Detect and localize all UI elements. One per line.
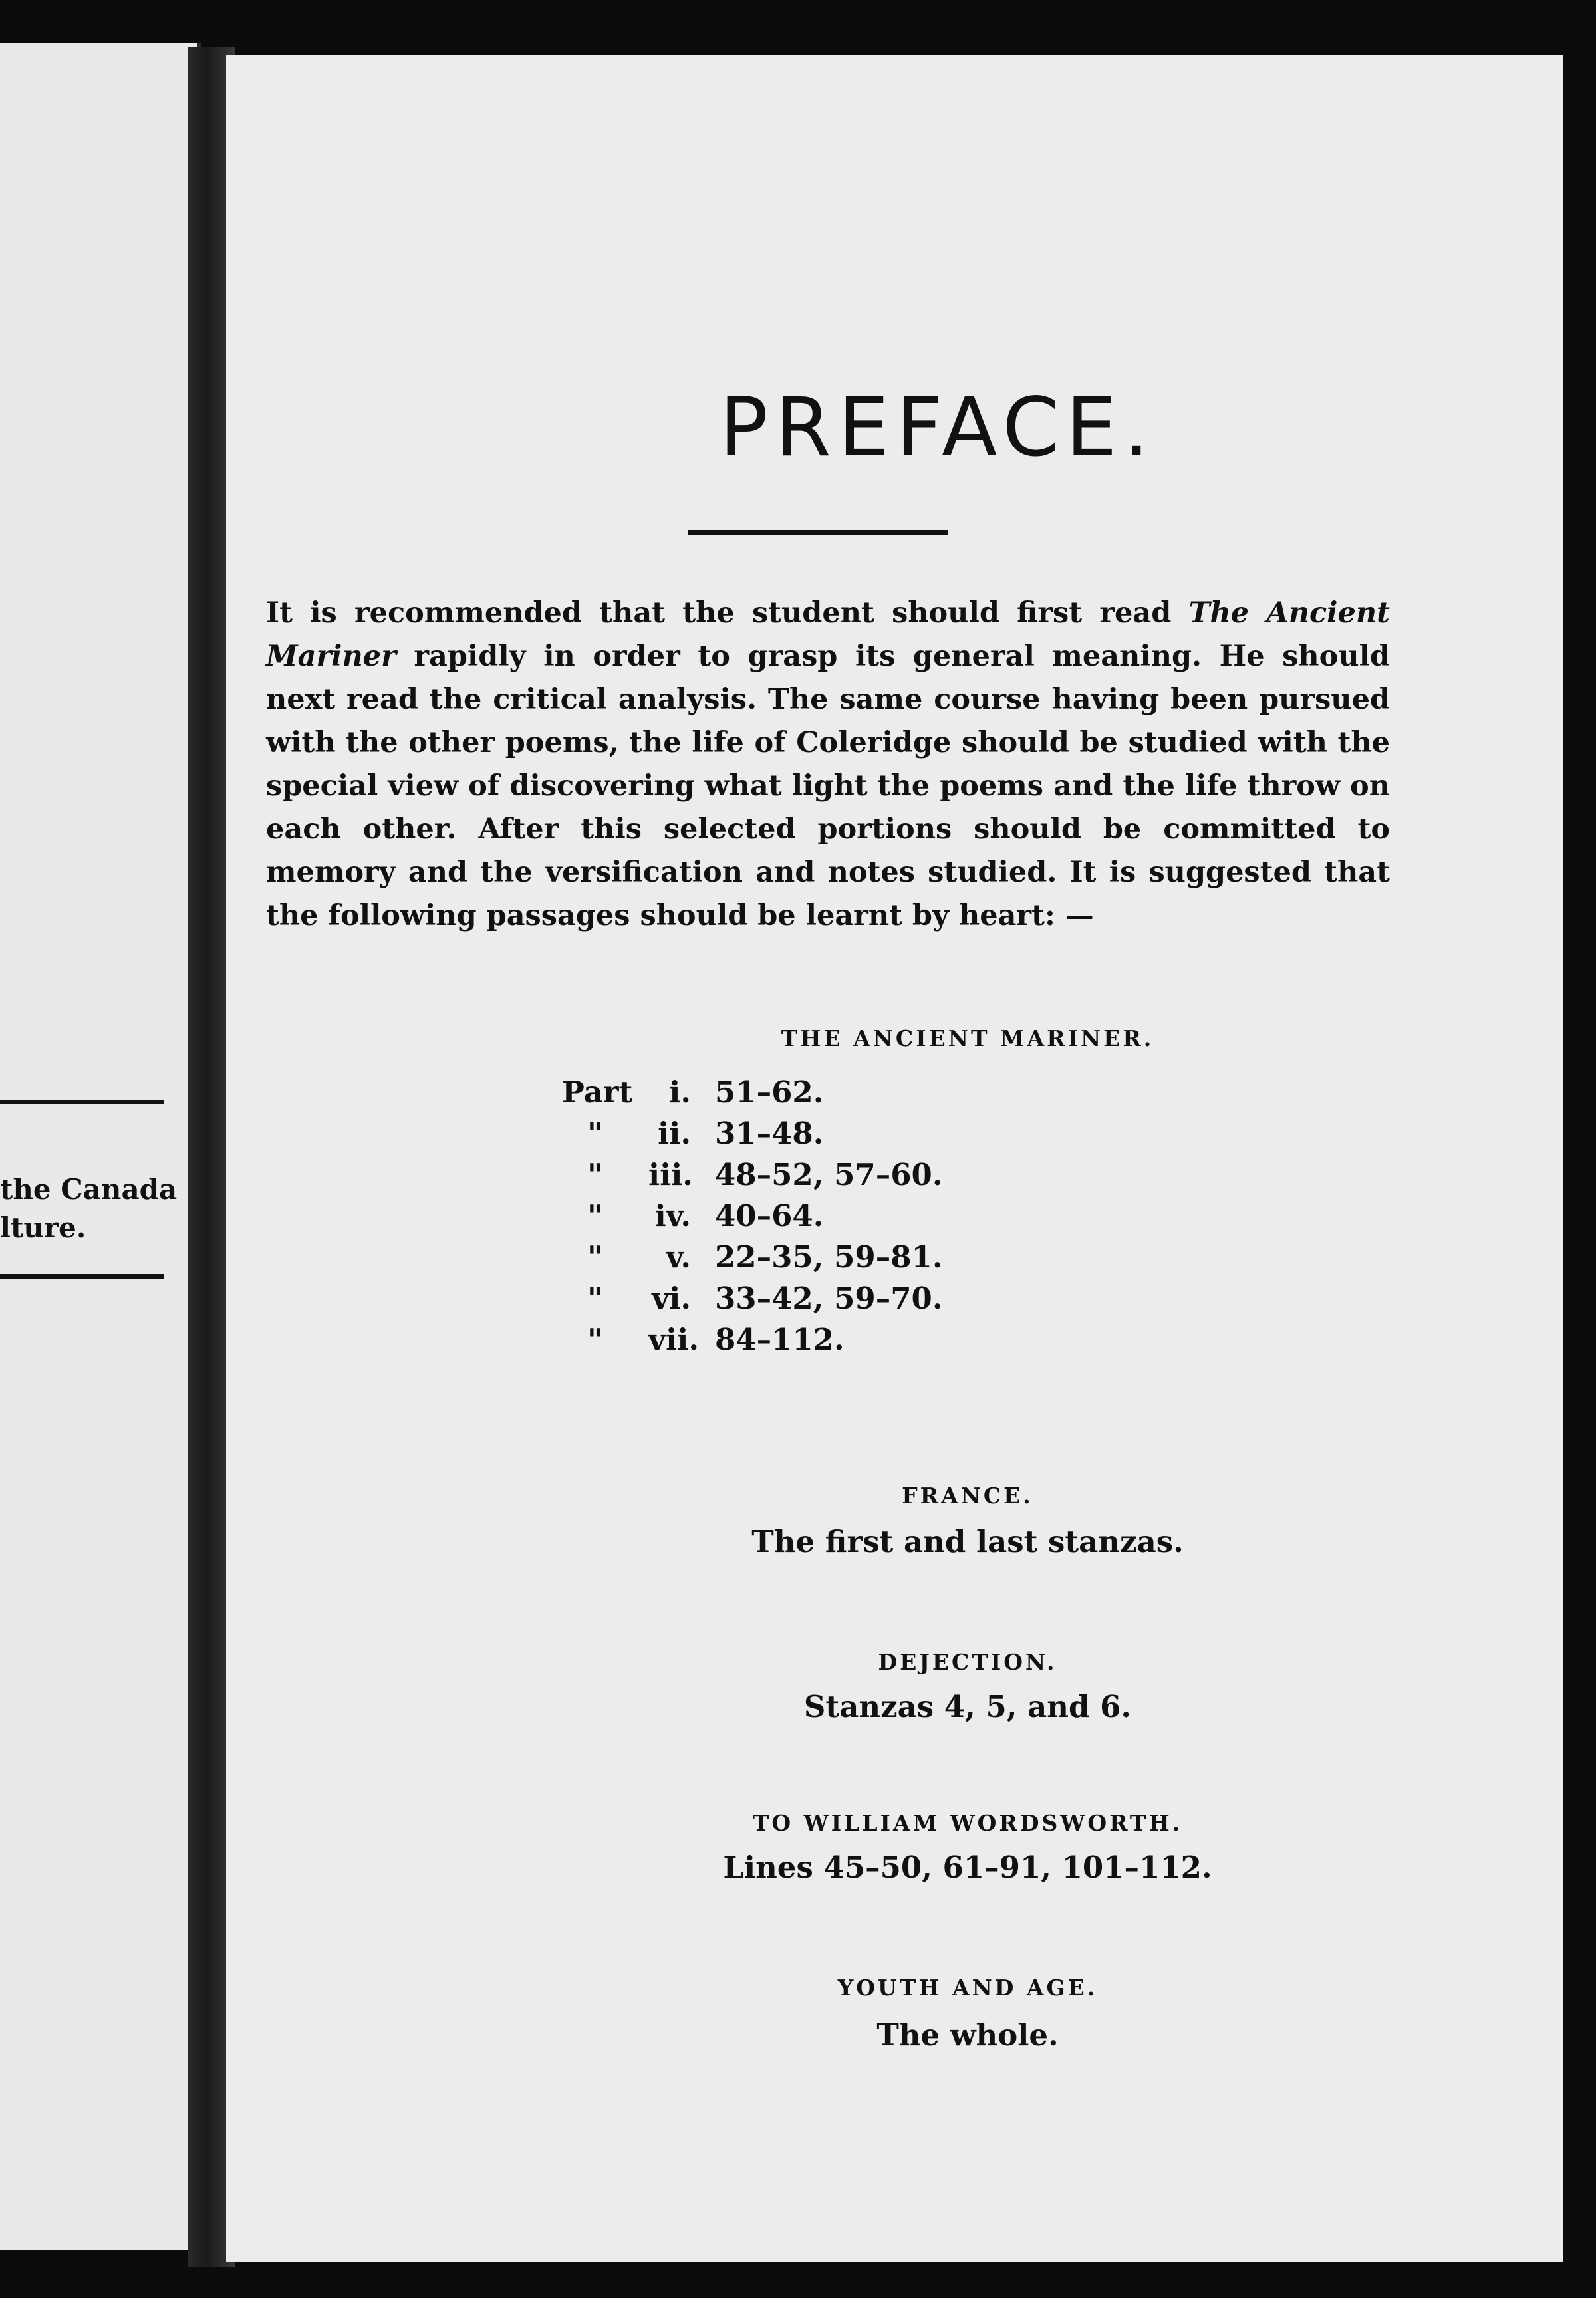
part-label: " (587, 1157, 603, 1192)
part-lines: 51–62. (715, 1075, 824, 1110)
section-body-wordsworth: Lines 45–50, 61–91, 101–112. (723, 1850, 1212, 1885)
part-lines: 40–64. (715, 1198, 824, 1233)
part-number: v. (666, 1239, 691, 1275)
left-page-rule-bottom (0, 1274, 164, 1279)
list-item (562, 1072, 1094, 1113)
part-label: " (587, 1198, 603, 1233)
list-item (562, 1237, 1094, 1278)
part-lines: 31–48. (715, 1116, 824, 1151)
part-number: iv. (654, 1198, 691, 1233)
part-lines: 33–42, 59–70. (715, 1281, 943, 1316)
section-body-youth-and-age: The whole. (876, 2017, 1059, 2053)
section-heading-wordsworth: TO WILLIAM WORDSWORTH. (752, 1810, 1183, 1836)
part-number: i. (669, 1075, 691, 1110)
section-body-dejection: Stanzas 4, 5, and 6. (803, 1689, 1132, 1724)
list-item (562, 1278, 1094, 1319)
part-label: " (587, 1239, 603, 1275)
page-title: PREFACE. (719, 380, 1156, 475)
part-label: " (587, 1116, 603, 1151)
section-heading-france: FRANCE. (902, 1483, 1033, 1509)
section-heading-youth-and-age: YOUTH AND AGE. (837, 1975, 1098, 2001)
section-body-france: The first and last stanzas. (751, 1524, 1184, 1559)
part-number: vii. (648, 1322, 700, 1357)
list-item (562, 1154, 1094, 1196)
intro-text: It is recommended that the student should first read (266, 596, 1189, 630)
part-lines: 22–35, 59–81. (715, 1239, 943, 1275)
left-page-text-line: lture. (0, 1212, 86, 1244)
part-label: " (587, 1281, 603, 1316)
list-item (562, 1113, 1094, 1154)
intro-italic-title: The Ancient Mariner (266, 596, 1391, 673)
mariner-parts-list (562, 1072, 1094, 1360)
left-page-rule-top (0, 1100, 164, 1104)
intro-text: rapidly in order to grasp its general meaning. He should next read the critical analysis. The same course having been pursued with the other poems, the life of Coleridge should be studied with the special view of discovering what light the poems and the life throw on each other. After this selected portions should be committed to memory and the versification and notes studied. It is suggested that the following passages should be learnt by heart: — (266, 640, 1390, 932)
left-page-fragment (0, 43, 201, 2250)
left-page-text-line: the Canada (0, 1173, 178, 1206)
list-item (562, 1196, 1094, 1237)
part-lines: 84–112. (715, 1322, 845, 1357)
part-lines: 48–52, 57–60. (715, 1157, 943, 1192)
list-item (562, 1319, 1094, 1360)
title-rule (688, 530, 948, 535)
part-number: iii. (648, 1157, 693, 1192)
part-number: vi. (652, 1281, 691, 1316)
section-heading-mariner: THE ANCIENT MARINER. (781, 1025, 1154, 1051)
part-number: ii. (658, 1116, 691, 1151)
part-label: " (587, 1322, 603, 1357)
intro-paragraph (266, 592, 1390, 938)
part-label: Part (562, 1075, 633, 1110)
section-heading-dejection: DEJECTION. (878, 1649, 1057, 1675)
preface-page (226, 55, 1563, 2262)
